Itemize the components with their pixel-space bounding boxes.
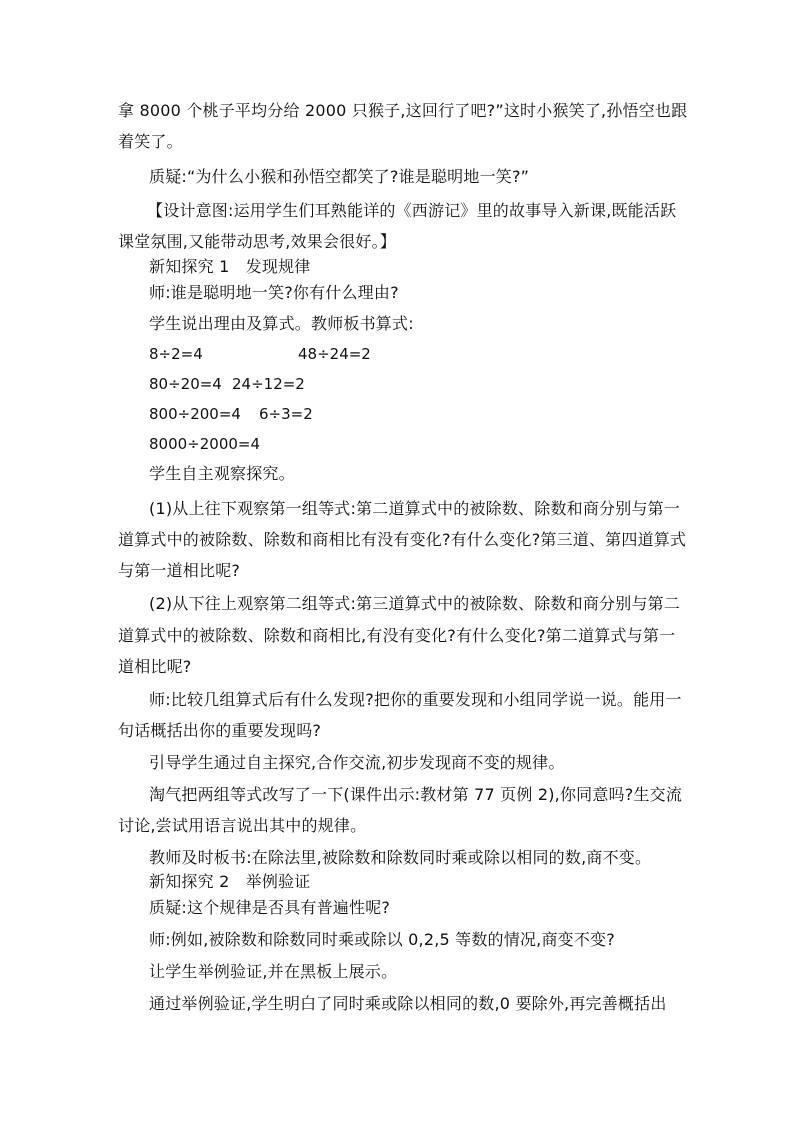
board-note: 教师及时板书:在除法里,被除数和除数同时乘或除以相同的数,商不变。	[149, 848, 652, 867]
paragraph-line: (2)从下往上观察第二组等式:第三道算式中的被除数、除数和商分别与第二	[149, 594, 681, 613]
equation: 8000÷2000=4	[149, 435, 261, 453]
paragraph-line: 道算式中的被除数、除数和商相比有没有变化?有什么变化?第三道、第四道算式	[118, 530, 687, 549]
paragraph-line: 质疑:这个规律是否具有普遍性呢?	[149, 898, 391, 917]
paragraph-line: 师:例如,被除数和除数同时乘或除以 0,2,5 等数的情况,商变不变?	[149, 930, 615, 949]
equation: 800÷200=4	[149, 405, 241, 423]
paragraph-line: 引导学生通过自主探究,合作交流,初步发现商不变的规律。	[149, 753, 565, 772]
paragraph-line: (1)从上往下观察第一组等式:第二道算式中的被除数、除数和商分别与第一	[149, 499, 681, 518]
equation: 80÷20=4	[149, 375, 222, 393]
equation: 48÷24=2	[298, 345, 371, 363]
paragraph-line: 拿 8000 个桃子平均分给 2000 只猴子,这回行了吧?”这时小猴笑了,孙悟空也跟	[118, 101, 688, 120]
design-intent-line: 课堂氛围,又能带动思考,效果会很好。】	[118, 232, 396, 251]
design-intent-line: 【设计意图:运用学生们耳熟能详的《西游记》里的故事导入新课,既能活跃	[147, 201, 677, 220]
paragraph-line: 讨论,尝试用语言说出其中的规律。	[118, 816, 367, 835]
paragraph-line: 学生说出理由及算式。教师板书算式:	[149, 314, 414, 333]
equation: 24÷12=2	[232, 375, 305, 393]
paragraph-line: 与第一道相比呢?	[118, 561, 241, 580]
paragraph-line: 师:比较几组算式后有什么发现?把你的重要发现和小组同学说一说。能用一	[149, 690, 682, 709]
paragraph-line: 淘气把两组等式改写了一下(课件出示:教材第 77 页例 2),你同意吗?生交流	[149, 785, 683, 804]
paragraph-line: 道算式中的被除数、除数和商相比,有没有变化?有什么变化?第二道算式与第一	[118, 626, 676, 645]
paragraph-line: 让学生举例验证,并在黑板上展示。	[149, 962, 398, 981]
paragraph-line: 通过举例验证,学生明白了同时乘或除以相同的数,0 要除外,再完善概括出	[149, 994, 667, 1013]
section-heading: 新知探究 1 发现规律	[149, 257, 311, 276]
paragraph-line: 着笑了。	[118, 132, 183, 151]
paragraph-line: 师:谁是聪明地一笑?你有什么理由?	[149, 283, 399, 302]
paragraph-line: 句话概括出你的重要发现吗?	[118, 721, 322, 740]
paragraph-line: 质疑:“为什么小猴和孙悟空都笑了?谁是聪明地一笑?”	[149, 167, 530, 186]
equation: 8÷2=4	[149, 345, 203, 363]
paragraph-line: 道相比呢?	[118, 657, 192, 676]
section-heading: 新知探究 2 举例验证	[149, 872, 311, 891]
paragraph-line: 学生自主观察探究。	[149, 464, 295, 483]
equation: 6÷3=2	[259, 405, 313, 423]
